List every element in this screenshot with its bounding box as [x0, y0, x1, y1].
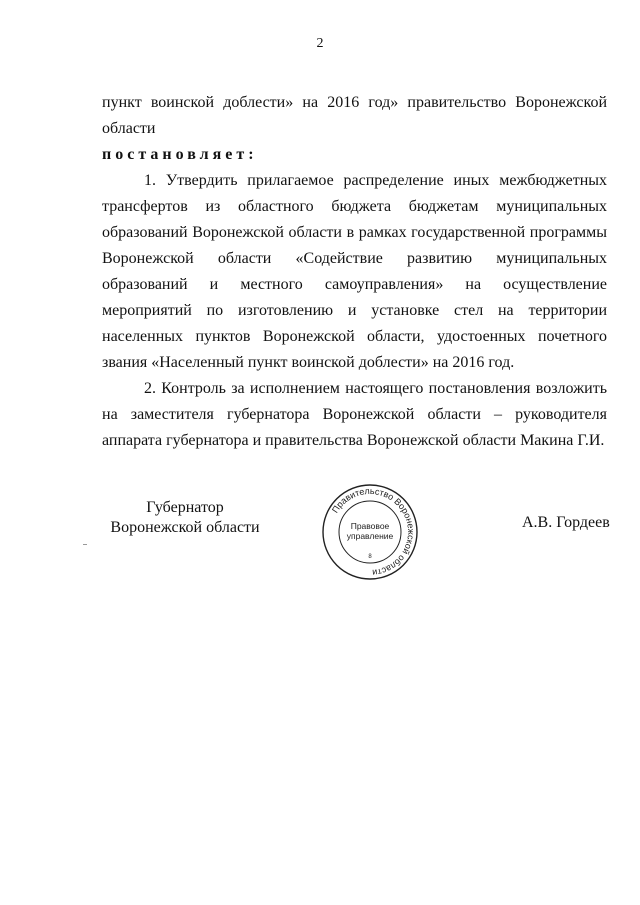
stamp-center-line-1: Правовое [350, 521, 390, 531]
signature-block [0, 485, 640, 588]
stamp-number: 8 [368, 554, 372, 560]
signatory-title [110, 498, 260, 538]
item-2-paragraph: 2. Контроль за исполнением настоящего постановления возложить на заместителя губернатора Воронежской области – руководителя аппарата губернатора и правительства Воронежской области Макина Г.И. [102, 380, 607, 449]
official-stamp [320, 482, 420, 582]
stamp-ring-textpath: Правительство Воронежской области [329, 485, 417, 578]
item-1-paragraph: 1. Утвердить прилагаемое распределение иных межбюджетных трансфертов из областного бюджета бюджетам муниципальных образований Воронежской области в рамках государственной программы Воронежской области «Содействие развитию муниципальных образований и местного самоуправления» на осуществление мероприятий по изготовлению и установке стел на территории населенных пунктов Воронежской области, удостоенных почетного звания «Населенный пункт воинской доблести» на 2016 год. [102, 172, 607, 371]
signatory-title-line-2: Воронежской области [110, 519, 260, 536]
decree-word: постановляет: [102, 146, 258, 163]
document-body [102, 90, 607, 454]
signatory-name: А.В. Гордеев [522, 514, 610, 531]
stamp-center-line-2: управление [346, 531, 394, 541]
margin-mark [83, 544, 87, 545]
signatory-title-line-1: Губернатор [146, 499, 224, 516]
intro-line: пункт воинской доблести» на 2016 год» правительство Воронежской области [102, 94, 607, 137]
page-number: 2 [316, 36, 324, 51]
